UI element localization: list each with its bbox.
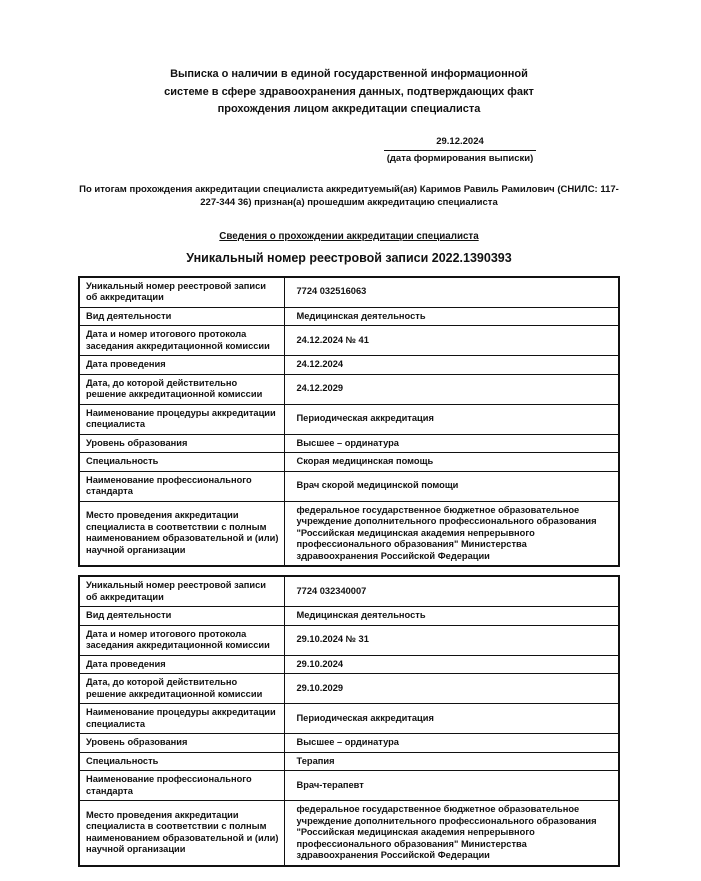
- row-value: 24.12.2029: [284, 374, 619, 404]
- table-row: [79, 576, 619, 607]
- table-row: [79, 674, 619, 704]
- table-row: [79, 374, 619, 404]
- table-row: [79, 704, 619, 734]
- row-label: Вид деятельности: [79, 307, 284, 326]
- row-value: 7724 032340007: [284, 576, 619, 607]
- row-label: Уровень образования: [79, 434, 284, 453]
- accreditation-summary: По итогам прохождения аккредитации специалиста аккредитуемый(ая) Каримов Равиль Рамилович (СНИЛС: 117-227-344 36) признан(а) прошедшим аккредитацию специалиста: [79, 183, 619, 208]
- document-title-line: системе в сфере здравоохранения данных, подтверждающих факт: [164, 85, 534, 98]
- table-row: [79, 801, 619, 866]
- table-row: [79, 501, 619, 566]
- row-label: Специальность: [79, 752, 284, 771]
- table-row: [79, 277, 619, 308]
- table-row: [79, 404, 619, 434]
- row-value: 29.10.2024: [284, 655, 619, 674]
- row-value: Медицинская деятельность: [284, 307, 619, 326]
- row-label: Уровень образования: [79, 734, 284, 753]
- row-value: Периодическая аккредитация: [284, 404, 619, 434]
- section-heading: Сведения о прохождении аккредитации специалиста: [219, 230, 479, 242]
- row-value: 24.12.2024: [284, 356, 619, 375]
- row-label: Дата проведения: [79, 655, 284, 674]
- row-label: Вид деятельности: [79, 607, 284, 626]
- table-row: [79, 434, 619, 453]
- registry-record-heading: Уникальный номер реестровой записи 2022.1390393: [186, 250, 512, 265]
- row-value: федеральное государственное бюджетное образовательное учреждение дополнительного профессионального образования "Российская медицинская академия непрерывного профессионального образования" Министерства здравоохранения Российской Федерации: [284, 501, 619, 566]
- table-row: [79, 655, 619, 674]
- row-value: 7724 032516063: [284, 277, 619, 308]
- table-row: [79, 307, 619, 326]
- row-label: Дата, до которой действительно решение аккредитационной комиссии: [79, 674, 284, 704]
- document-title-line: Выписка о наличии в единой государственной информационной: [170, 68, 528, 80]
- row-value: федеральное государственное бюджетное образовательное учреждение дополнительного профессионального образования "Российская медицинская академия непрерывного профессионального образования" Министерства здравоохранения Российской Федерации: [284, 801, 619, 866]
- accreditation-record-table-2: [78, 575, 620, 867]
- row-label: Наименование профессионального стандарта: [79, 471, 284, 501]
- table-row: [79, 326, 619, 356]
- table-row: [79, 607, 619, 626]
- row-label: Дата проведения: [79, 356, 284, 375]
- row-label: Наименование профессионального стандарта: [79, 771, 284, 801]
- row-label: Уникальный номер реестровой записи об аккредитации: [79, 576, 284, 607]
- row-value: 29.10.2029: [284, 674, 619, 704]
- table-row: [79, 453, 619, 472]
- row-label: Дата и номер итогового протокола заседания аккредитационной комиссии: [79, 625, 284, 655]
- row-value: Скорая медицинская помощь: [284, 453, 619, 472]
- row-label: Дата, до которой действительно решение аккредитационной комиссии: [79, 374, 284, 404]
- row-value: Периодическая аккредитация: [284, 704, 619, 734]
- table-row: [79, 471, 619, 501]
- table-row: [79, 734, 619, 753]
- row-value: Врач-терапевт: [284, 771, 619, 801]
- row-value: Терапия: [284, 752, 619, 771]
- extract-date: 29.12.2024: [384, 136, 536, 151]
- row-value: 24.12.2024 № 41: [284, 326, 619, 356]
- document-title: [78, 66, 620, 119]
- row-label: Уникальный номер реестровой записи об аккредитации: [79, 277, 284, 308]
- row-value: Высшее – ординатура: [284, 734, 619, 753]
- row-label: Наименование процедуры аккредитации специалиста: [79, 404, 284, 434]
- row-label: Специальность: [79, 453, 284, 472]
- table-row: [79, 625, 619, 655]
- table-row: [79, 752, 619, 771]
- row-label: Наименование процедуры аккредитации специалиста: [79, 704, 284, 734]
- row-label: Место проведения аккредитации специалиста в соответствии с полным наименованием образовательной и (или) научной организации: [79, 801, 284, 866]
- table-row: [79, 356, 619, 375]
- extract-date-label: (дата формирования выписки): [386, 152, 534, 164]
- row-value: Медицинская деятельность: [284, 607, 619, 626]
- extract-date-block: [384, 136, 536, 165]
- table-row: [79, 771, 619, 801]
- row-label: Дата и номер итогового протокола заседания аккредитационной комиссии: [79, 326, 284, 356]
- accreditation-record-table-1: [78, 276, 620, 568]
- document-title-line: прохождения лицом аккредитации специалиста: [217, 103, 481, 115]
- row-value: Высшее – ординатура: [284, 434, 619, 453]
- row-label: Место проведения аккредитации специалиста в соответствии с полным наименованием образовательной и (или) научной организации: [79, 501, 284, 566]
- row-value: Врач скорой медицинской помощи: [284, 471, 619, 501]
- row-value: 29.10.2024 № 31: [284, 625, 619, 655]
